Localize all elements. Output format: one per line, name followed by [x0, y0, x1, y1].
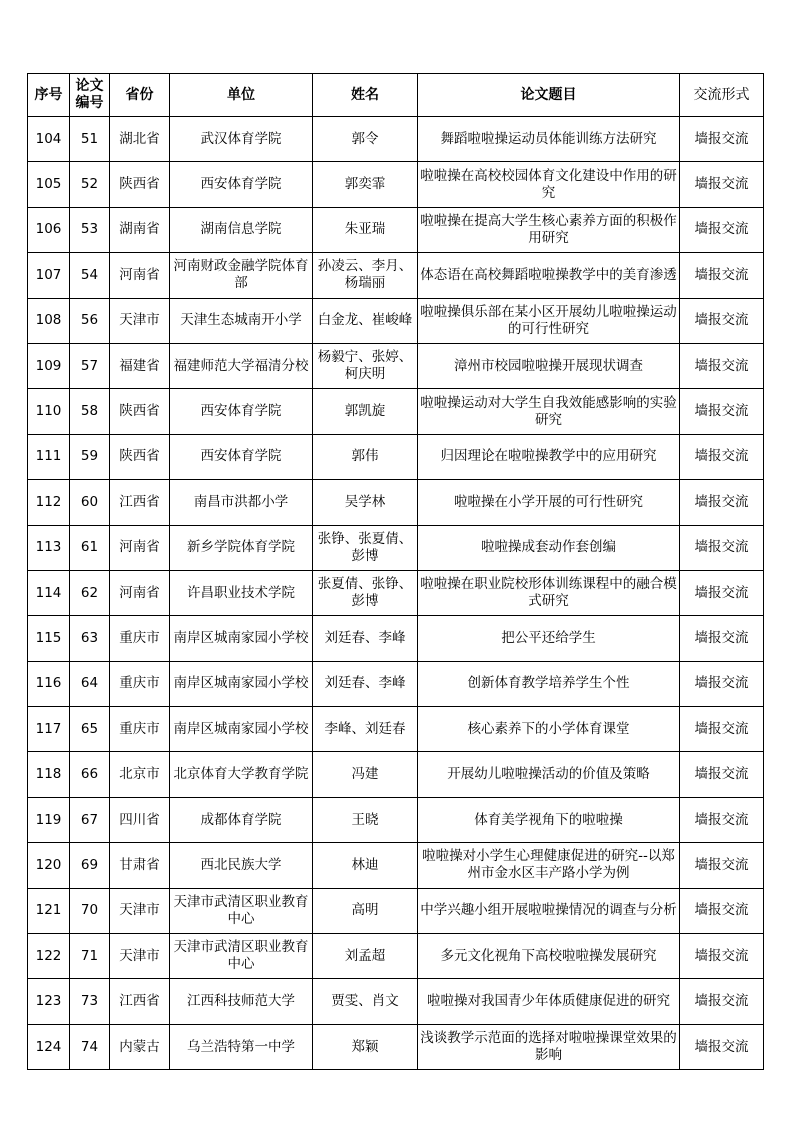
cell-index: 107 [28, 253, 70, 298]
cell-unit: 湖南信息学院 [170, 207, 313, 252]
cell-paper-title: 浅谈教学示范面的选择对啦啦操课堂效果的影响 [418, 1024, 680, 1069]
cell-province: 四川省 [110, 797, 170, 842]
cell-paper-title: 舞蹈啦啦操运动员体能训练方法研究 [418, 117, 680, 162]
cell-unit: 福建师范大学福清分校 [170, 343, 313, 388]
cell-paper-title: 开展幼儿啦啦操活动的价值及策略 [418, 752, 680, 797]
cell-name: 孙凌云、李月、杨瑞丽 [313, 253, 418, 298]
cell-paper-number: 74 [70, 1024, 110, 1069]
header-cell-paper-title: 论文题目 [418, 74, 680, 117]
cell-index: 119 [28, 797, 70, 842]
cell-name: 李峰、刘廷春 [313, 707, 418, 752]
cell-province: 重庆市 [110, 616, 170, 661]
header-cell-unit: 单位 [170, 74, 313, 117]
cell-name: 郭凯旋 [313, 389, 418, 434]
cell-name: 刘孟超 [313, 934, 418, 979]
cell-unit: 南昌市洪都小学 [170, 480, 313, 525]
cell-exchange-form: 墙报交流 [680, 979, 764, 1024]
cell-index: 122 [28, 934, 70, 979]
cell-province: 河南省 [110, 525, 170, 570]
paper-list-table [27, 73, 764, 1070]
cell-paper-number: 69 [70, 843, 110, 888]
cell-unit: 成都体育学院 [170, 797, 313, 842]
cell-name: 朱亚瑞 [313, 207, 418, 252]
cell-exchange-form: 墙报交流 [680, 480, 764, 525]
cell-index: 104 [28, 117, 70, 162]
table-row [28, 434, 764, 479]
cell-province: 湖南省 [110, 207, 170, 252]
table-header-row [28, 74, 764, 117]
cell-unit: 武汉体育学院 [170, 117, 313, 162]
cell-index: 112 [28, 480, 70, 525]
cell-name: 张铮、张夏倩、彭博 [313, 525, 418, 570]
cell-paper-title: 把公平还给学生 [418, 616, 680, 661]
table-row [28, 752, 764, 797]
cell-unit: 天津市武清区职业教育中心 [170, 888, 313, 933]
cell-name: 郭伟 [313, 434, 418, 479]
cell-index: 106 [28, 207, 70, 252]
cell-paper-number: 54 [70, 253, 110, 298]
cell-paper-title: 啦啦操俱乐部在某小区开展幼儿啦啦操运动的可行性研究 [418, 298, 680, 343]
cell-name: 冯建 [313, 752, 418, 797]
cell-province: 天津市 [110, 934, 170, 979]
header-cell-index: 序号 [28, 74, 70, 117]
table-row [28, 480, 764, 525]
cell-paper-number: 67 [70, 797, 110, 842]
cell-name: 白金龙、崔峻峰 [313, 298, 418, 343]
cell-exchange-form: 墙报交流 [680, 661, 764, 706]
cell-name: 张夏倩、张铮、彭博 [313, 570, 418, 615]
table-row [28, 616, 764, 661]
cell-paper-title: 创新体育教学培养学生个性 [418, 661, 680, 706]
cell-paper-title: 啦啦操在提高大学生核心素养方面的积极作用研究 [418, 207, 680, 252]
cell-province: 内蒙古 [110, 1024, 170, 1069]
cell-province: 河南省 [110, 253, 170, 298]
cell-index: 113 [28, 525, 70, 570]
cell-paper-number: 61 [70, 525, 110, 570]
cell-paper-number: 63 [70, 616, 110, 661]
cell-paper-number: 60 [70, 480, 110, 525]
cell-paper-title: 体育美学视角下的啦啦操 [418, 797, 680, 842]
cell-exchange-form: 墙报交流 [680, 570, 764, 615]
cell-index: 111 [28, 434, 70, 479]
header-cell-name: 姓名 [313, 74, 418, 117]
cell-paper-title: 中学兴趣小组开展啦啦操情况的调查与分析 [418, 888, 680, 933]
table-row [28, 934, 764, 979]
cell-unit: 南岸区城南家园小学校 [170, 661, 313, 706]
table-body [28, 117, 764, 1070]
cell-paper-title: 啦啦操对我国青少年体质健康促进的研究 [418, 979, 680, 1024]
cell-unit: 西安体育学院 [170, 434, 313, 479]
cell-paper-title: 啦啦操在职业院校形体训练课程中的融合模式研究 [418, 570, 680, 615]
cell-province: 江西省 [110, 480, 170, 525]
cell-province: 天津市 [110, 888, 170, 933]
cell-exchange-form: 墙报交流 [680, 434, 764, 479]
cell-unit: 江西科技师范大学 [170, 979, 313, 1024]
table-row [28, 343, 764, 388]
table-row [28, 797, 764, 842]
cell-index: 117 [28, 707, 70, 752]
cell-index: 114 [28, 570, 70, 615]
cell-exchange-form: 墙报交流 [680, 253, 764, 298]
cell-paper-title: 啦啦操在小学开展的可行性研究 [418, 480, 680, 525]
cell-exchange-form: 墙报交流 [680, 525, 764, 570]
cell-paper-number: 52 [70, 162, 110, 207]
table-row [28, 117, 764, 162]
cell-exchange-form: 墙报交流 [680, 934, 764, 979]
table-row [28, 207, 764, 252]
cell-unit: 新乡学院体育学院 [170, 525, 313, 570]
cell-paper-number: 73 [70, 979, 110, 1024]
cell-paper-title: 体态语在高校舞蹈啦啦操教学中的美育渗透 [418, 253, 680, 298]
table-row [28, 162, 764, 207]
table-row [28, 298, 764, 343]
cell-paper-number: 58 [70, 389, 110, 434]
cell-exchange-form: 墙报交流 [680, 797, 764, 842]
cell-exchange-form: 墙报交流 [680, 888, 764, 933]
table-row [28, 1024, 764, 1069]
cell-exchange-form: 墙报交流 [680, 1024, 764, 1069]
cell-exchange-form: 墙报交流 [680, 117, 764, 162]
cell-index: 121 [28, 888, 70, 933]
cell-paper-title: 核心素养下的小学体育课堂 [418, 707, 680, 752]
cell-name: 郭奕霏 [313, 162, 418, 207]
cell-paper-title: 多元文化视角下高校啦啦操发展研究 [418, 934, 680, 979]
cell-index: 110 [28, 389, 70, 434]
cell-province: 甘肃省 [110, 843, 170, 888]
cell-paper-number: 51 [70, 117, 110, 162]
cell-name: 刘廷春、李峰 [313, 616, 418, 661]
cell-paper-number: 70 [70, 888, 110, 933]
cell-exchange-form: 墙报交流 [680, 707, 764, 752]
table-row [28, 888, 764, 933]
cell-index: 116 [28, 661, 70, 706]
cell-name: 刘廷春、李峰 [313, 661, 418, 706]
cell-paper-number: 71 [70, 934, 110, 979]
cell-province: 重庆市 [110, 661, 170, 706]
cell-exchange-form: 墙报交流 [680, 298, 764, 343]
cell-index: 115 [28, 616, 70, 661]
cell-province: 陕西省 [110, 389, 170, 434]
cell-index: 109 [28, 343, 70, 388]
cell-index: 124 [28, 1024, 70, 1069]
cell-exchange-form: 墙报交流 [680, 616, 764, 661]
cell-province: 天津市 [110, 298, 170, 343]
cell-unit: 西安体育学院 [170, 162, 313, 207]
cell-index: 105 [28, 162, 70, 207]
cell-index: 120 [28, 843, 70, 888]
cell-name: 杨毅宁、张婷、柯庆明 [313, 343, 418, 388]
cell-paper-number: 53 [70, 207, 110, 252]
cell-name: 郭令 [313, 117, 418, 162]
table-row [28, 661, 764, 706]
cell-unit: 河南财政金融学院体育部 [170, 253, 313, 298]
cell-unit: 南岸区城南家园小学校 [170, 616, 313, 661]
cell-province: 河南省 [110, 570, 170, 615]
cell-paper-title: 漳州市校园啦啦操开展现状调查 [418, 343, 680, 388]
cell-unit: 乌兰浩特第一中学 [170, 1024, 313, 1069]
cell-unit: 西安体育学院 [170, 389, 313, 434]
cell-unit: 北京体育大学教育学院 [170, 752, 313, 797]
cell-unit: 南岸区城南家园小学校 [170, 707, 313, 752]
table-row [28, 707, 764, 752]
cell-name: 贾雯、肖文 [313, 979, 418, 1024]
cell-name: 郑颖 [313, 1024, 418, 1069]
cell-index: 123 [28, 979, 70, 1024]
cell-province: 湖北省 [110, 117, 170, 162]
cell-paper-number: 59 [70, 434, 110, 479]
cell-name: 高明 [313, 888, 418, 933]
cell-exchange-form: 墙报交流 [680, 343, 764, 388]
cell-unit: 西北民族大学 [170, 843, 313, 888]
cell-paper-number: 56 [70, 298, 110, 343]
cell-unit: 天津生态城南开小学 [170, 298, 313, 343]
cell-paper-number: 64 [70, 661, 110, 706]
header-cell-paper-number: 论文 编号 [70, 74, 110, 117]
cell-name: 王晓 [313, 797, 418, 842]
cell-paper-number: 66 [70, 752, 110, 797]
cell-paper-title: 啦啦操成套动作套创编 [418, 525, 680, 570]
cell-paper-title: 啦啦操在高校校园体育文化建设中作用的研究 [418, 162, 680, 207]
table-row [28, 570, 764, 615]
cell-index: 118 [28, 752, 70, 797]
cell-exchange-form: 墙报交流 [680, 752, 764, 797]
cell-paper-title: 归因理论在啦啦操教学中的应用研究 [418, 434, 680, 479]
cell-province: 陕西省 [110, 162, 170, 207]
table-row [28, 525, 764, 570]
cell-index: 108 [28, 298, 70, 343]
cell-exchange-form: 墙报交流 [680, 162, 764, 207]
header-cell-province: 省份 [110, 74, 170, 117]
cell-province: 福建省 [110, 343, 170, 388]
cell-name: 林迪 [313, 843, 418, 888]
table-row [28, 843, 764, 888]
table-row [28, 979, 764, 1024]
cell-province: 陕西省 [110, 434, 170, 479]
cell-unit: 天津市武清区职业教育中心 [170, 934, 313, 979]
cell-paper-number: 65 [70, 707, 110, 752]
paper-list-table-container [27, 73, 763, 1070]
cell-paper-number: 57 [70, 343, 110, 388]
table-row [28, 253, 764, 298]
table-row [28, 389, 764, 434]
cell-province: 江西省 [110, 979, 170, 1024]
cell-exchange-form: 墙报交流 [680, 207, 764, 252]
cell-exchange-form: 墙报交流 [680, 389, 764, 434]
cell-paper-title: 啦啦操运动对大学生自我效能感影响的实验研究 [418, 389, 680, 434]
cell-exchange-form: 墙报交流 [680, 843, 764, 888]
cell-province: 北京市 [110, 752, 170, 797]
cell-paper-number: 62 [70, 570, 110, 615]
cell-province: 重庆市 [110, 707, 170, 752]
cell-paper-title: 啦啦操对小学生心理健康促进的研究--以郑州市金水区丰产路小学为例 [418, 843, 680, 888]
cell-unit: 许昌职业技术学院 [170, 570, 313, 615]
cell-name: 吴学林 [313, 480, 418, 525]
header-cell-exchange-form: 交流形式 [680, 74, 764, 117]
